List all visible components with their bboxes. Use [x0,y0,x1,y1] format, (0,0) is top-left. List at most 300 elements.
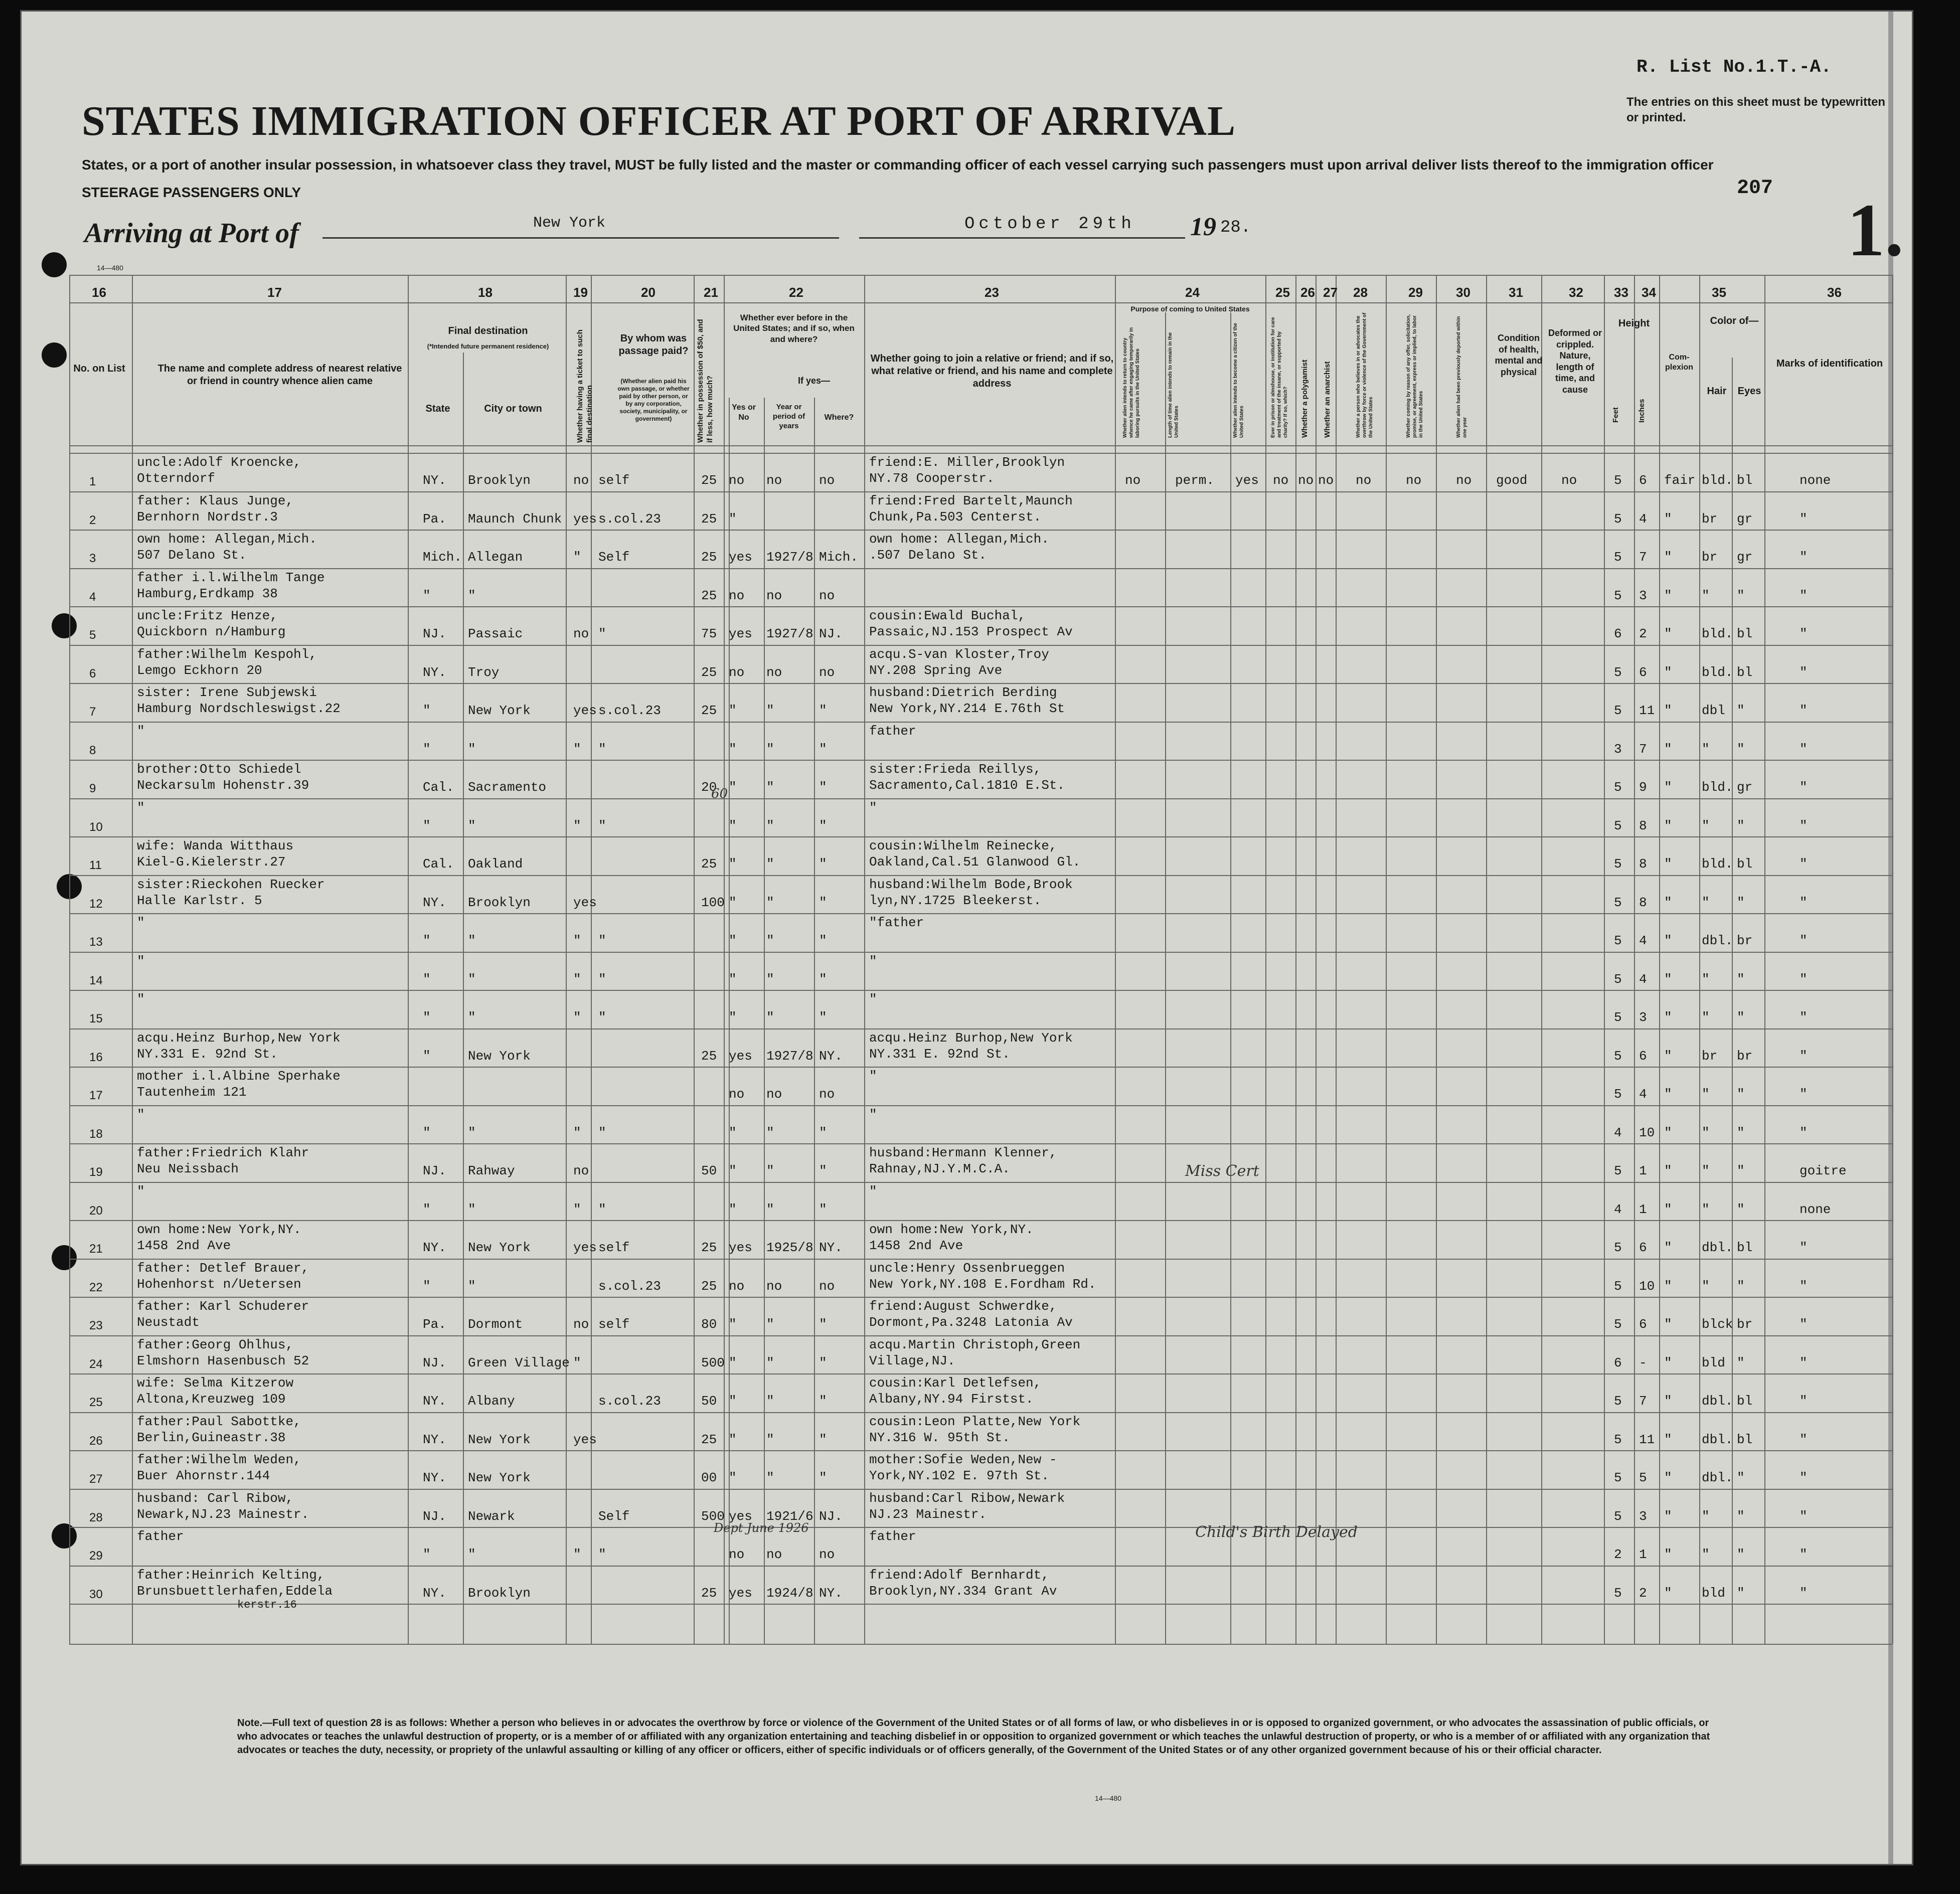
row-inches: 11 [1639,703,1655,718]
row-inches: 10 [1639,1279,1655,1294]
row-city: " [468,1125,476,1140]
row-year: " [766,972,774,987]
row-relative-address: Tautenheim 121 [137,1085,247,1100]
row-number: 22 [89,1281,103,1294]
row-marks: " [1800,1586,1808,1601]
row-before-us: " [729,780,737,795]
row-ticket: " [573,1010,581,1025]
row-eyes: " [1737,742,1745,757]
row-city: New York [468,1049,531,1064]
row-hair: br [1702,1049,1718,1064]
arriving-label: Arriving at Port of [84,218,299,249]
row-joining-name: friend:E. Miller,Brooklyn [869,455,1065,470]
row-city: Brooklyn [468,473,531,488]
row-passage-paid: s.col.23 [598,1394,661,1409]
row-passage-paid: Self [598,550,630,565]
row-state: " [423,818,431,833]
row-relative-name: " [137,1107,145,1122]
row-inches: 2 [1639,626,1647,641]
row-joining-address: NJ.23 Mainestr. [869,1507,987,1522]
column-number: 18 [478,285,493,300]
row-joining-name: friend:Fred Bartelt,Maunch [869,493,1073,508]
header-joining: Whether going to join a relative or friend; and if so, what relative or friend, and his name and complete address [870,353,1114,389]
row-rule [69,302,1892,303]
row-money: 500 [701,1509,725,1524]
row-eyes: " [1737,1355,1745,1370]
row-before-us: " [729,1470,737,1485]
row-complexion: " [1664,703,1672,718]
row-eyes: " [1737,1470,1745,1485]
row-relative-name: uncle:Fritz Henze, [137,608,278,623]
row-feet: 5 [1614,511,1622,527]
column-number: 25 [1275,285,1290,300]
row-passage-paid: " [598,1010,606,1025]
row-joining-address: Rahnay,NJ.Y.M.C.A. [869,1161,1010,1176]
row-joining-name: father [869,724,916,739]
row-before-us: " [729,1317,737,1332]
row-state: NJ. [423,1163,446,1178]
row-number: 13 [89,935,103,949]
row-marks: " [1800,895,1808,910]
row-hair: blck [1702,1317,1733,1332]
row-money: 25 [701,550,717,565]
row-feet: 5 [1614,1509,1622,1524]
row-state: NY. [423,895,446,910]
row-marks: " [1800,1470,1808,1485]
row-number: 2 [89,513,96,527]
row-complexion: " [1664,1049,1672,1064]
row-state: " [423,972,431,987]
row-hair: br [1702,511,1718,527]
row-number: 26 [89,1434,103,1448]
row-relative-address: Bernhorn Nordstr.3 [137,509,278,525]
row-hair: bld. [1702,665,1733,680]
row-ticket: yes [573,703,597,718]
row-complexion: " [1664,1355,1672,1370]
row-relative-name: father:Heinrich Kelting, [137,1568,325,1583]
table-row [22,1182,1892,1221]
table-row [22,1105,1892,1144]
column-number: 29 [1408,285,1423,300]
table-row [22,952,1892,990]
row-where: NY. [819,1049,843,1064]
row-inches: 1 [1639,1163,1647,1178]
row-inches: 3 [1639,1509,1647,1524]
row-joining-address: Sacramento,Cal.1810 E.St. [869,778,1065,793]
row-before-us: no [729,665,745,680]
row-where: no [819,588,835,603]
row-complexion: " [1664,1317,1672,1332]
row-passage-paid: s.col.23 [598,703,661,718]
row-passage-paid: " [598,1547,606,1562]
row-hair: " [1702,1087,1710,1102]
row-number: 24 [89,1357,103,1371]
row-complexion: " [1664,511,1672,527]
passenger-class: STEERAGE PASSENGERS ONLY [82,185,301,200]
header-relative: The name and complete address of nearest relative or friend in country whence alien came [157,363,402,387]
row-before-us: yes [729,1586,752,1601]
row-marks: " [1800,1010,1808,1025]
row-marks: " [1800,550,1808,565]
row-city: New York [468,1432,531,1447]
row-feet: 2 [1614,1547,1622,1562]
row-joining-name: acqu.Martin Christoph,Green [869,1337,1081,1352]
row-joining-name: cousin:Ewald Buchal, [869,608,1026,623]
row-eyes: " [1737,588,1745,603]
row-rule [69,1644,1892,1645]
row-relative-address: Neustadt [137,1315,200,1330]
row-eyes: bl [1737,1432,1753,1447]
row-complexion: " [1664,1125,1672,1140]
row-where: " [819,895,827,910]
row-where: " [819,972,827,987]
row-state: " [423,1547,431,1562]
header-q29: Whether coming by reason of any offer, solicitation, promise, or agreement, express or implied, to labor in the United States [1406,314,1424,438]
row-money: 00 [701,1470,717,1485]
row-inches: - [1639,1355,1647,1370]
row-year: no [766,1547,782,1562]
row-joining-address: Chunk,Pa.503 Centerst. [869,509,1042,525]
row-passage-paid: s.col.23 [598,1279,661,1294]
row-marks: " [1800,933,1808,948]
table-row [22,875,1892,914]
row-where: no [819,665,835,680]
header-yes-no: Yes or No [731,403,756,422]
row-joining-name: own home:New York,NY. [869,1222,1034,1237]
row-ticket: " [573,972,581,987]
row-state: Cal. [423,780,454,795]
row-where: " [819,703,827,718]
row-money: 25 [701,665,717,680]
row-relative-address: Neckarsulm Hohenstr.39 [137,778,309,793]
header-color-of: Color of— [1710,315,1759,326]
row-number: 5 [89,628,96,642]
row-number: 23 [89,1319,103,1332]
header-no-on-list: No. on List [73,363,125,374]
row-year: 1927/8 [766,550,813,565]
row-feet: 5 [1614,1586,1622,1601]
row-number: 8 [89,744,96,757]
header-marks: Marks of identification [1776,358,1883,369]
row-city: Allegan [468,550,523,565]
row-feet: 5 [1614,895,1622,910]
row-passage-paid: self [598,1317,630,1332]
row-ticket: " [573,742,581,757]
row-year: " [766,1010,774,1025]
row-city: " [468,818,476,833]
row-passage-paid: " [598,1202,606,1217]
row-number: 25 [89,1396,103,1409]
row-city: Oakland [468,856,523,872]
row-number: 29 [89,1549,103,1563]
row-relative-address: Elmshorn Hasenbusch 52 [137,1353,309,1368]
column-number: 17 [267,285,282,300]
row-where: " [819,1010,827,1025]
row-year: " [766,818,774,833]
row-feet: 5 [1614,1394,1622,1409]
row-relative-name: brother:Otto Schiedel [137,762,301,777]
row-year: " [766,780,774,795]
row-passage-paid: Self [598,1509,630,1524]
row-feet: 5 [1614,972,1622,987]
header-purpose: Purpose of coming to United States [1130,305,1250,313]
column-number: 33 [1614,285,1628,300]
row-year: " [766,1394,774,1409]
row-joining-name: husband:Dietrich Berding [869,685,1057,700]
column-number: 35 [1712,285,1726,300]
row-state: " [423,703,431,718]
row-inches: 4 [1639,933,1647,948]
row-complexion: " [1664,933,1672,948]
row-year: " [766,1202,774,1217]
column-number: 36 [1827,285,1842,300]
row-purpose-return: no [1125,473,1141,488]
row-feet: 5 [1614,818,1622,833]
header-final-destination-note: (*Intended future permanent residence) [427,342,549,350]
row-year: " [766,856,774,872]
header-deformed: Deformed or crippled. Nature, length of time, and cause [1548,328,1602,395]
row-joining-address: NY.316 W. 95th St. [869,1430,1010,1445]
row-relative-name: husband: Carl Ribow, [137,1491,294,1506]
row-where: " [819,1317,827,1332]
row-joining-name: husband:Hermann Klenner, [869,1145,1057,1160]
column-number: 28 [1353,285,1368,300]
column-number: 19 [573,285,588,300]
table-row [22,530,1892,568]
row-hair: bld [1702,1355,1725,1370]
row-relative-name: father [137,1529,184,1544]
row-relative-name: wife: Wanda Witthaus [137,838,294,853]
row-joining-name: " [869,992,877,1007]
row-hair: dbl. [1702,933,1733,948]
row-eyes: " [1737,1087,1745,1102]
row-before-us: " [729,1202,737,1217]
row-state: " [423,933,431,948]
table-row [22,836,1892,875]
table-row [22,1259,1892,1297]
row-relative-name: own home:New York,NY. [137,1222,301,1237]
row-year: 1924/8 [766,1586,813,1601]
column-number: 23 [985,285,999,300]
row-feet: 4 [1614,1202,1622,1217]
row-joining-address: New York,NY.214 E.76th St [869,701,1065,716]
header-purpose-c: Whether alien intends to become a citizen of the United States [1233,323,1245,438]
row-year: no [766,473,782,488]
row-joining-address: York,NY.102 E. 97th St. [869,1468,1049,1483]
row-relative-name: sister:Rieckohen Ruecker [137,877,325,892]
row-inches: 2 [1639,1586,1647,1601]
column-number: 30 [1456,285,1471,300]
row-relative-address: Kiel-G.Kielerstr.27 [137,854,286,870]
row-year: 1921/6 [766,1509,813,1524]
row-joining-address: Albany,NY.94 Firstst. [869,1392,1034,1407]
row-hair: bld. [1702,780,1733,795]
row-passage-paid: " [598,933,606,948]
port-line [322,237,839,239]
row-before-us: " [729,818,737,833]
row-complexion: " [1664,1010,1672,1025]
row-relative-address: Neu Neissbach [137,1161,239,1176]
row-number: 15 [89,1012,103,1025]
row-relative-address: Hohenhorst n/Uetersen [137,1277,301,1292]
row-feet: 4 [1614,1125,1622,1140]
row-number: 20 [89,1204,103,1218]
row-relative-name: father:Paul Sabottke, [137,1414,301,1429]
row-money: 25 [701,1240,717,1255]
row-ticket: no [573,1317,589,1332]
row-joining-name: acqu.S-van Kloster,Troy [869,647,1049,662]
table-row [22,1028,1892,1067]
column-number: 22 [789,285,803,300]
row-joining-name: sister:Frieda Reillys, [869,762,1042,777]
row-purpose-length: perm. [1175,473,1215,488]
row-hair: " [1702,1163,1710,1178]
row-marks: none [1800,473,1831,488]
row-complexion: " [1664,818,1672,833]
table-row [22,760,1892,798]
row-eyes: bl [1737,665,1753,680]
header-complexion: Com-plexion [1665,353,1693,372]
row-relative-address: Newark,NJ.23 Mainestr. [137,1507,309,1522]
row-hair: " [1702,1547,1710,1562]
row-before-us: " [729,511,737,527]
row-before-us: no [729,1547,745,1562]
row-state: " [423,1279,431,1294]
row-hair: " [1702,818,1710,833]
row-rule [69,445,1892,446]
row-marks: " [1800,665,1808,680]
header-before-us: Whether ever before in the United States; and if so, when and where? [733,313,855,344]
header-q28: Whether a person who believes in or advocates the overthrow by force or violence of the Government of the United States [1356,312,1374,438]
row-money: 25 [701,856,717,872]
row-inches: 3 [1639,1010,1647,1025]
row-relative-name: father:Wilhelm Weden, [137,1452,301,1467]
row-before-us: " [729,895,737,910]
row-joining-address: Passaic,NJ.153 Prospect Av [869,624,1073,639]
table-row [22,1143,1892,1182]
row-passage-paid: " [598,626,606,641]
row-money: 25 [701,703,717,718]
row-city: Albany [468,1394,515,1409]
row-feet: 5 [1614,1049,1622,1064]
row-number: 28 [89,1511,103,1524]
row-ticket: " [573,1125,581,1140]
row-relative-name: father i.l.Wilhelm Tange [137,570,325,585]
table-row [22,722,1892,760]
row-feet: 6 [1614,626,1622,641]
row-relative-address: NY.331 E. 92nd St. [137,1047,278,1062]
row-eyes: gr [1737,511,1753,527]
table-row [22,606,1892,645]
row-marks: " [1800,1394,1808,1409]
row-state: " [423,1010,431,1025]
row-joining-name: friend:August Schwerdke, [869,1299,1057,1314]
row-before-us: " [729,1394,737,1409]
header-hair: Hair [1707,386,1727,397]
row-complexion: " [1664,1202,1672,1217]
row-money: 50 [701,1394,717,1409]
row-state: NY. [423,473,446,488]
row-hair: " [1702,1279,1710,1294]
row-inches: 6 [1639,1317,1647,1332]
row-complexion: " [1664,1087,1672,1102]
row-joining-name: " [869,954,877,969]
row-eyes: " [1737,1010,1745,1025]
row-joining-address: Dormont,Pa.3248 Latonia Av [869,1315,1073,1330]
row-marks: " [1800,511,1808,527]
row-joining-name: " [869,1069,877,1084]
row-year: no [766,665,782,680]
row-feet: 5 [1614,933,1622,948]
row-money: 25 [701,588,717,603]
header-prison: Ever in prison or almshouse, or institution for care and treatment of the insane, or supported by charity? If so, which? [1270,317,1288,438]
row-state: Pa. [423,1317,446,1332]
row-inches: 8 [1639,895,1647,910]
row-passage-paid: self [598,473,630,488]
row-city: " [468,1279,476,1294]
header-q30: Whether alien had been previously deported within one year [1456,316,1468,438]
table-row [22,683,1892,722]
row-marks: none [1800,1202,1831,1217]
row-hair: bld. [1702,473,1733,488]
row-relative-address: Brunsbuettlerhafen,Eddela [137,1584,333,1599]
row-marks: " [1800,1317,1808,1332]
row-city: Newark [468,1509,515,1524]
row-feet: 5 [1614,703,1622,718]
arrival-date: October 29th [964,215,1135,234]
row-feet: 5 [1614,588,1622,603]
row-number: 4 [89,590,96,604]
row-money: 20 [701,780,717,795]
column-number: 16 [92,285,106,300]
row-joining-name: "father [869,915,924,930]
punch-hole [42,252,67,277]
handwritten-note: Child's Birth Delayed [1195,1523,1358,1541]
row-money: 25 [701,1049,717,1064]
table-row [22,1450,1892,1489]
row-inches: 1 [1639,1547,1647,1562]
row-feet: 3 [1614,742,1622,757]
row-ticket: " [573,550,581,565]
column-number: 21 [704,285,718,300]
row-purpose-citizen: yes [1235,473,1259,488]
row-city: New York [468,1470,531,1485]
row-inches: 1 [1639,1202,1647,1217]
row-relative-address: Halle Karlstr. 5 [137,893,262,908]
column-number: 34 [1642,285,1656,300]
row-eyes: " [1737,1279,1745,1294]
year-prefix: 19 [1190,213,1216,241]
row-feet: 5 [1614,1087,1622,1102]
table-row [22,645,1892,683]
row-inches: 7 [1639,742,1647,757]
row-before-us: " [729,1163,737,1178]
row-feet: 5 [1614,1317,1622,1332]
table-row [22,1220,1892,1259]
row-joining-name: uncle:Henry Ossenbrueggen [869,1261,1065,1276]
row-relative-name: " [137,724,145,739]
row-feet: 5 [1614,856,1622,872]
row-year: " [766,1125,774,1140]
row-number: 9 [89,782,96,795]
row-relative-name: " [137,1184,145,1199]
row-inches: 5 [1639,1470,1647,1485]
row-hair: bld. [1702,856,1733,872]
row-hair: dbl. [1702,1470,1733,1485]
row-joining-address: lyn,NY.1725 Bleekerst. [869,893,1042,908]
row-number: 11 [89,858,102,872]
row-marks: " [1800,1087,1808,1102]
